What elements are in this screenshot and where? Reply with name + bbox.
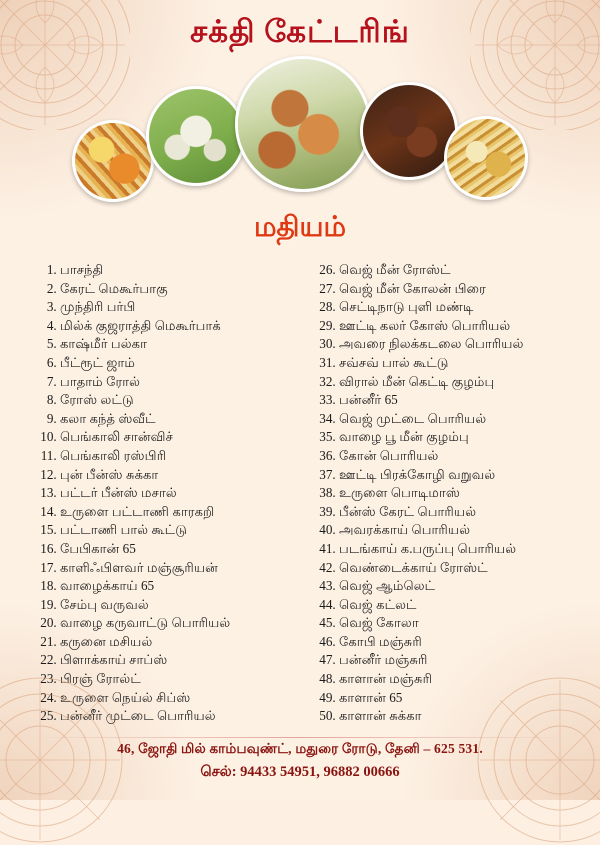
menu-item: 36. கோன் பொரியல் [339, 447, 574, 466]
menu-column-left [34, 261, 299, 726]
menu-list-left [34, 261, 299, 726]
menu-item: 16. பேபிகான் 65 [60, 540, 299, 559]
menu-item: 5. காஷ்மீர் பல்கா [60, 335, 299, 354]
menu-item: 40. அவரக்காய் பொரியல் [339, 521, 574, 540]
menu-item: 7. பாதாம் ரோல் [60, 373, 299, 392]
menu-item: 39. பீன்ஸ் கேரட் பொரியல் [339, 503, 574, 522]
menu-item: 35. வாழை பூ மீன் குழம்பு [339, 428, 574, 447]
footer [0, 741, 600, 782]
dish-photo-4 [360, 82, 458, 180]
menu-column-right [309, 261, 574, 726]
menu-item: 37. ஊட்டி பிரக்கோழி வறுவல் [339, 466, 574, 485]
footer-divider [30, 737, 570, 738]
menu-item: 4. மில்க் குஜராத்தி மெகூர்பாக் [60, 317, 299, 336]
menu-item: 25. பன்னீர் முட்டை பொரியல் [60, 707, 299, 726]
menu-item: 19. சேம்பு வருவல் [60, 596, 299, 615]
dish-photo-3 [235, 56, 371, 192]
menu-item: 29. ஊட்டி கலர் கோஸ் பொரியல் [339, 317, 574, 336]
menu-columns [0, 247, 600, 726]
menu-item: 33. பன்னீர் 65 [339, 391, 574, 410]
menu-item: 20. வாழை கருவாட்டு பொரியல் [60, 614, 299, 633]
menu-item: 50. காளான் சுக்கா [339, 707, 574, 726]
menu-item: 11. பெங்காலி ரஸ்பிரி [60, 447, 299, 466]
menu-item: 22. பிளாக்காய் சாப்ஸ் [60, 651, 299, 670]
footer-phone: செல்: 94433 54951, 96882 00666 [200, 764, 400, 780]
menu-item: 17. காளிஃபிளவர் மஞ்சூரியன் [60, 559, 299, 578]
dish-photo-2 [146, 86, 246, 186]
menu-item: 13. பட்டர் பீன்ஸ் மசால் [60, 484, 299, 503]
menu-item: 6. பீட்ரூட் ஜாம் [60, 354, 299, 373]
page-title: சக்தி கேட்டரிங் [190, 14, 410, 49]
menu-item: 43. வெஜ் ஆம்லெட் [339, 577, 574, 596]
menu-item: 14. உருளை பட்டாணி காரகறி [60, 503, 299, 522]
dish-photo-strip [0, 58, 600, 208]
menu-item: 24. உருளை நெய்ல் சிப்ஸ் [60, 689, 299, 708]
menu-item: 44. வெஜ் கட்லட் [339, 596, 574, 615]
menu-item: 42. வெண்டைக்காய் ரோஸ்ட் [339, 559, 574, 578]
menu-item: 28. செட்டிநாடு புளி மண்டி [339, 298, 574, 317]
menu-item: 46. கோபி மஞ்சுரி [339, 633, 574, 652]
dish-photo-5 [444, 116, 528, 200]
menu-item: 47. பன்னீர் மஞ்சுரி [339, 651, 574, 670]
menu-item: 15. பட்டாணி பால் கூட்டு [60, 521, 299, 540]
menu-item: 49. காளான் 65 [339, 689, 574, 708]
menu-item: 10. பெங்காலி சான்விச் [60, 428, 299, 447]
menu-item: 38. உருளை பொடிமாஸ் [339, 484, 574, 503]
menu-list-right [309, 261, 574, 726]
menu-item: 26. வெஜ் மீன் ரோஸ்ட் [339, 261, 574, 280]
dish-photo-1 [72, 120, 154, 202]
menu-item: 2. கேரட் மெகூர்பாகு [60, 280, 299, 299]
menu-item: 8. ரோஸ் லட்டு [60, 391, 299, 410]
menu-item: 30. அவரை நிலக்கடலை பொரியல் [339, 335, 574, 354]
footer-address: 46, ஜோதி மில் காம்பவுண்ட், மதுரை ரோடு, தேனி – 625 531. [117, 741, 483, 756]
menu-item: 3. முந்திரி பர்பி [60, 298, 299, 317]
menu-item: 21. கருனை மசியல் [60, 633, 299, 652]
menu-item: 18. வாழைக்காய் 65 [60, 577, 299, 596]
menu-item: 45. வெஜ் கோலா [339, 614, 574, 633]
menu-item: 23. பிரஞ் ரோல்ட் [60, 670, 299, 689]
menu-item: 31. சவ்சவ் பால் கூட்டு [339, 354, 574, 373]
meal-section-title: மதியம் [253, 212, 346, 243]
menu-item: 48. காளான் மஞ்சுரி [339, 670, 574, 689]
menu-item: 1. பாசந்தி [60, 261, 299, 280]
menu-item: 41. படங்காய் க.பருப்பு பொரியல் [339, 540, 574, 559]
menu-item: 32. விரால் மீன் கெட்டி குழம்பு [339, 373, 574, 392]
menu-item: 27. வெஜ் மீன் கோலன் பிரை [339, 280, 574, 299]
menu-item: 12. புன் பீன்ஸ் சுக்கா [60, 466, 299, 485]
menu-item: 34. வெஜ் முட்டை பொரியல் [339, 410, 574, 429]
menu-item: 9. கலா கந்த் ஸ்வீட் [60, 410, 299, 429]
